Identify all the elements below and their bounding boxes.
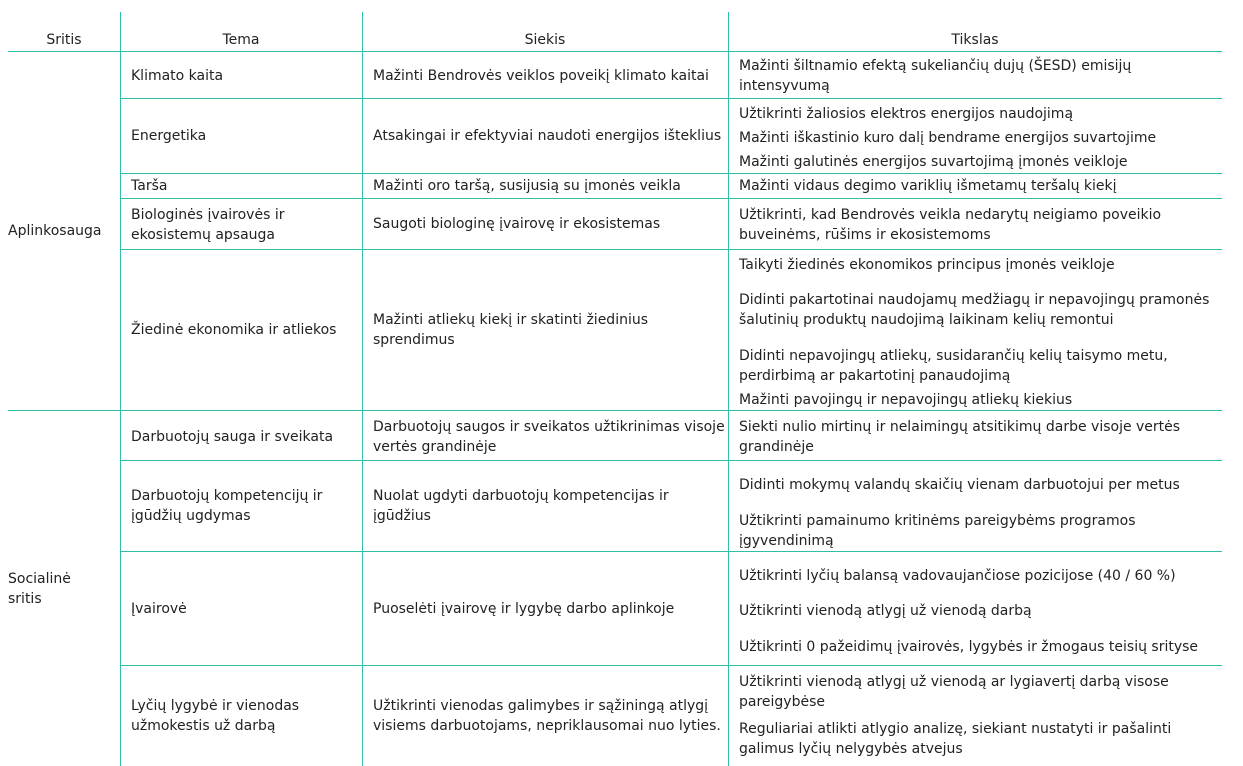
row-tema: Klimato kaita [131,68,224,84]
header-siekis: Siekis [524,32,566,48]
row-tikslas: Mažinti galutinės energijos suvartojimą įmonės veikloje [739,154,1128,170]
header-divider [8,51,1222,52]
header-tikslas: Tikslas [951,32,999,48]
row-siekis: Darbuotojų saugos ir sveikatos užtikrinimas visoje vertės grandinėje [373,419,725,455]
row-tema: Darbuotojų sauga ir sveikata [131,429,334,445]
row-tikslas: Užtikrinti, kad Bendrovės veikla nedarytų neigiamo poveikio buveinėms, rūšims ir ekosistemoms [739,207,1162,243]
row-tikslas: Didinti pakartotinai naudojamų medžiagų ir nepavojingų pramonės šalutinių produktų naudojimą laikinam kelių remontui [739,292,1210,328]
row-tema: Žiedinė ekonomika ir atliekos [131,322,337,338]
row-tikslas: Taikyti žiedinės ekonomikos principus įmonės veikloje [739,257,1115,273]
header-sritis: Sritis [46,32,82,48]
header-tema: Tema [222,32,260,48]
row-tikslas: Užtikrinti vienodą atlygį už vienodą darbą [739,603,1032,619]
row-tikslas: Siekti nulio mirtinų ir nelaimingų atsitikimų darbe visoje vertės grandinėje [739,419,1181,455]
row-tikslas: Reguliariai atlikti atlygio analizę, siekiant nustatyti ir pašalinti galimus lyčių nelygybės atvejus [739,721,1172,757]
row-tema: Tarša [131,178,168,194]
row-tikslas: Užtikrinti lyčių balansą vadovaujančiose pozicijose (40 / 60 %) [739,568,1176,584]
section-label-socialine: Socialinė sritis [8,570,71,607]
row-tikslas: Užtikrinti žaliosios elektros energijos naudojimą [739,106,1074,122]
row-tikslas: Mažinti šiltnamio efektą sukeliančių dujų (ŠESD) emisijų intensyvumą [739,58,1132,94]
row-siekis: Saugoti biologinę įvairovę ir ekosistemas [373,216,661,232]
column-divider-1 [120,12,121,766]
row-tema: Įvairovė [131,600,187,617]
column-divider-3 [728,12,729,766]
column-divider-2 [362,12,363,766]
row-siekis: Nuolat ugdyti darbuotojų kompetencijas ir įgūdžius [373,488,669,524]
row-siekis: Atsakingai ir efektyviai naudoti energijos išteklius [373,128,722,144]
row-tema: Darbuotojų kompetencijų ir įgūdžių ugdymas [131,488,323,524]
section-divider [8,410,1222,411]
section-label-aplinkosauga: Aplinkosauga [8,223,102,239]
row-tikslas: Mažinti pavojingų ir nepavojingų atliekų kiekius [739,392,1073,408]
row-tema: Lyčių lygybė ir vienodas užmokestis už darbą [131,698,300,734]
row-siekis: Puoselėti įvairovę ir lygybę darbo aplinkoje [373,600,675,617]
row-siekis: Užtikrinti vienodas galimybes ir sąžiningą atlygį visiems darbuotojams, nepriklausomai nuo lyties. [373,698,721,734]
row-siekis: Mažinti atliekų kiekį ir skatinti žiedinius sprendimus [373,312,649,348]
row-tikslas: Didinti nepavojingų atliekų, susidarančių kelių taisymo metu, perdirbimą ar pakartotinį panaudojimą [739,348,1168,384]
row-tikslas: Mažinti iškastinio kuro dalį bendrame energijos suvartojime [739,130,1157,146]
row-tikslas: Užtikrinti vienodą atlygį už vienodą ar lygiavertį darbą visose pareigybėse [739,674,1169,710]
row-tikslas: Užtikrinti pamainumo kritinėms pareigybėms programos įgyvendinimą [739,513,1136,549]
row-siekis: Mažinti oro taršą, susijusią su įmonės veikla [373,178,681,194]
row-tikslas: Užtikrinti 0 pažeidimų įvairovės, lygybės ir žmogaus teisių srityse [739,639,1199,655]
row-tema: Biologinės įvairovės ir ekosistemų apsauga [131,207,285,243]
row-tikslas: Didinti mokymų valandų skaičių vienam darbuotojui per metus [739,477,1180,493]
row-tikslas: Mažinti vidaus degimo variklių išmetamų teršalų kiekį [739,178,1117,194]
row-tema: Energetika [131,128,207,144]
row-siekis: Mažinti Bendrovės veiklos poveikį klimato kaitai [373,68,709,84]
